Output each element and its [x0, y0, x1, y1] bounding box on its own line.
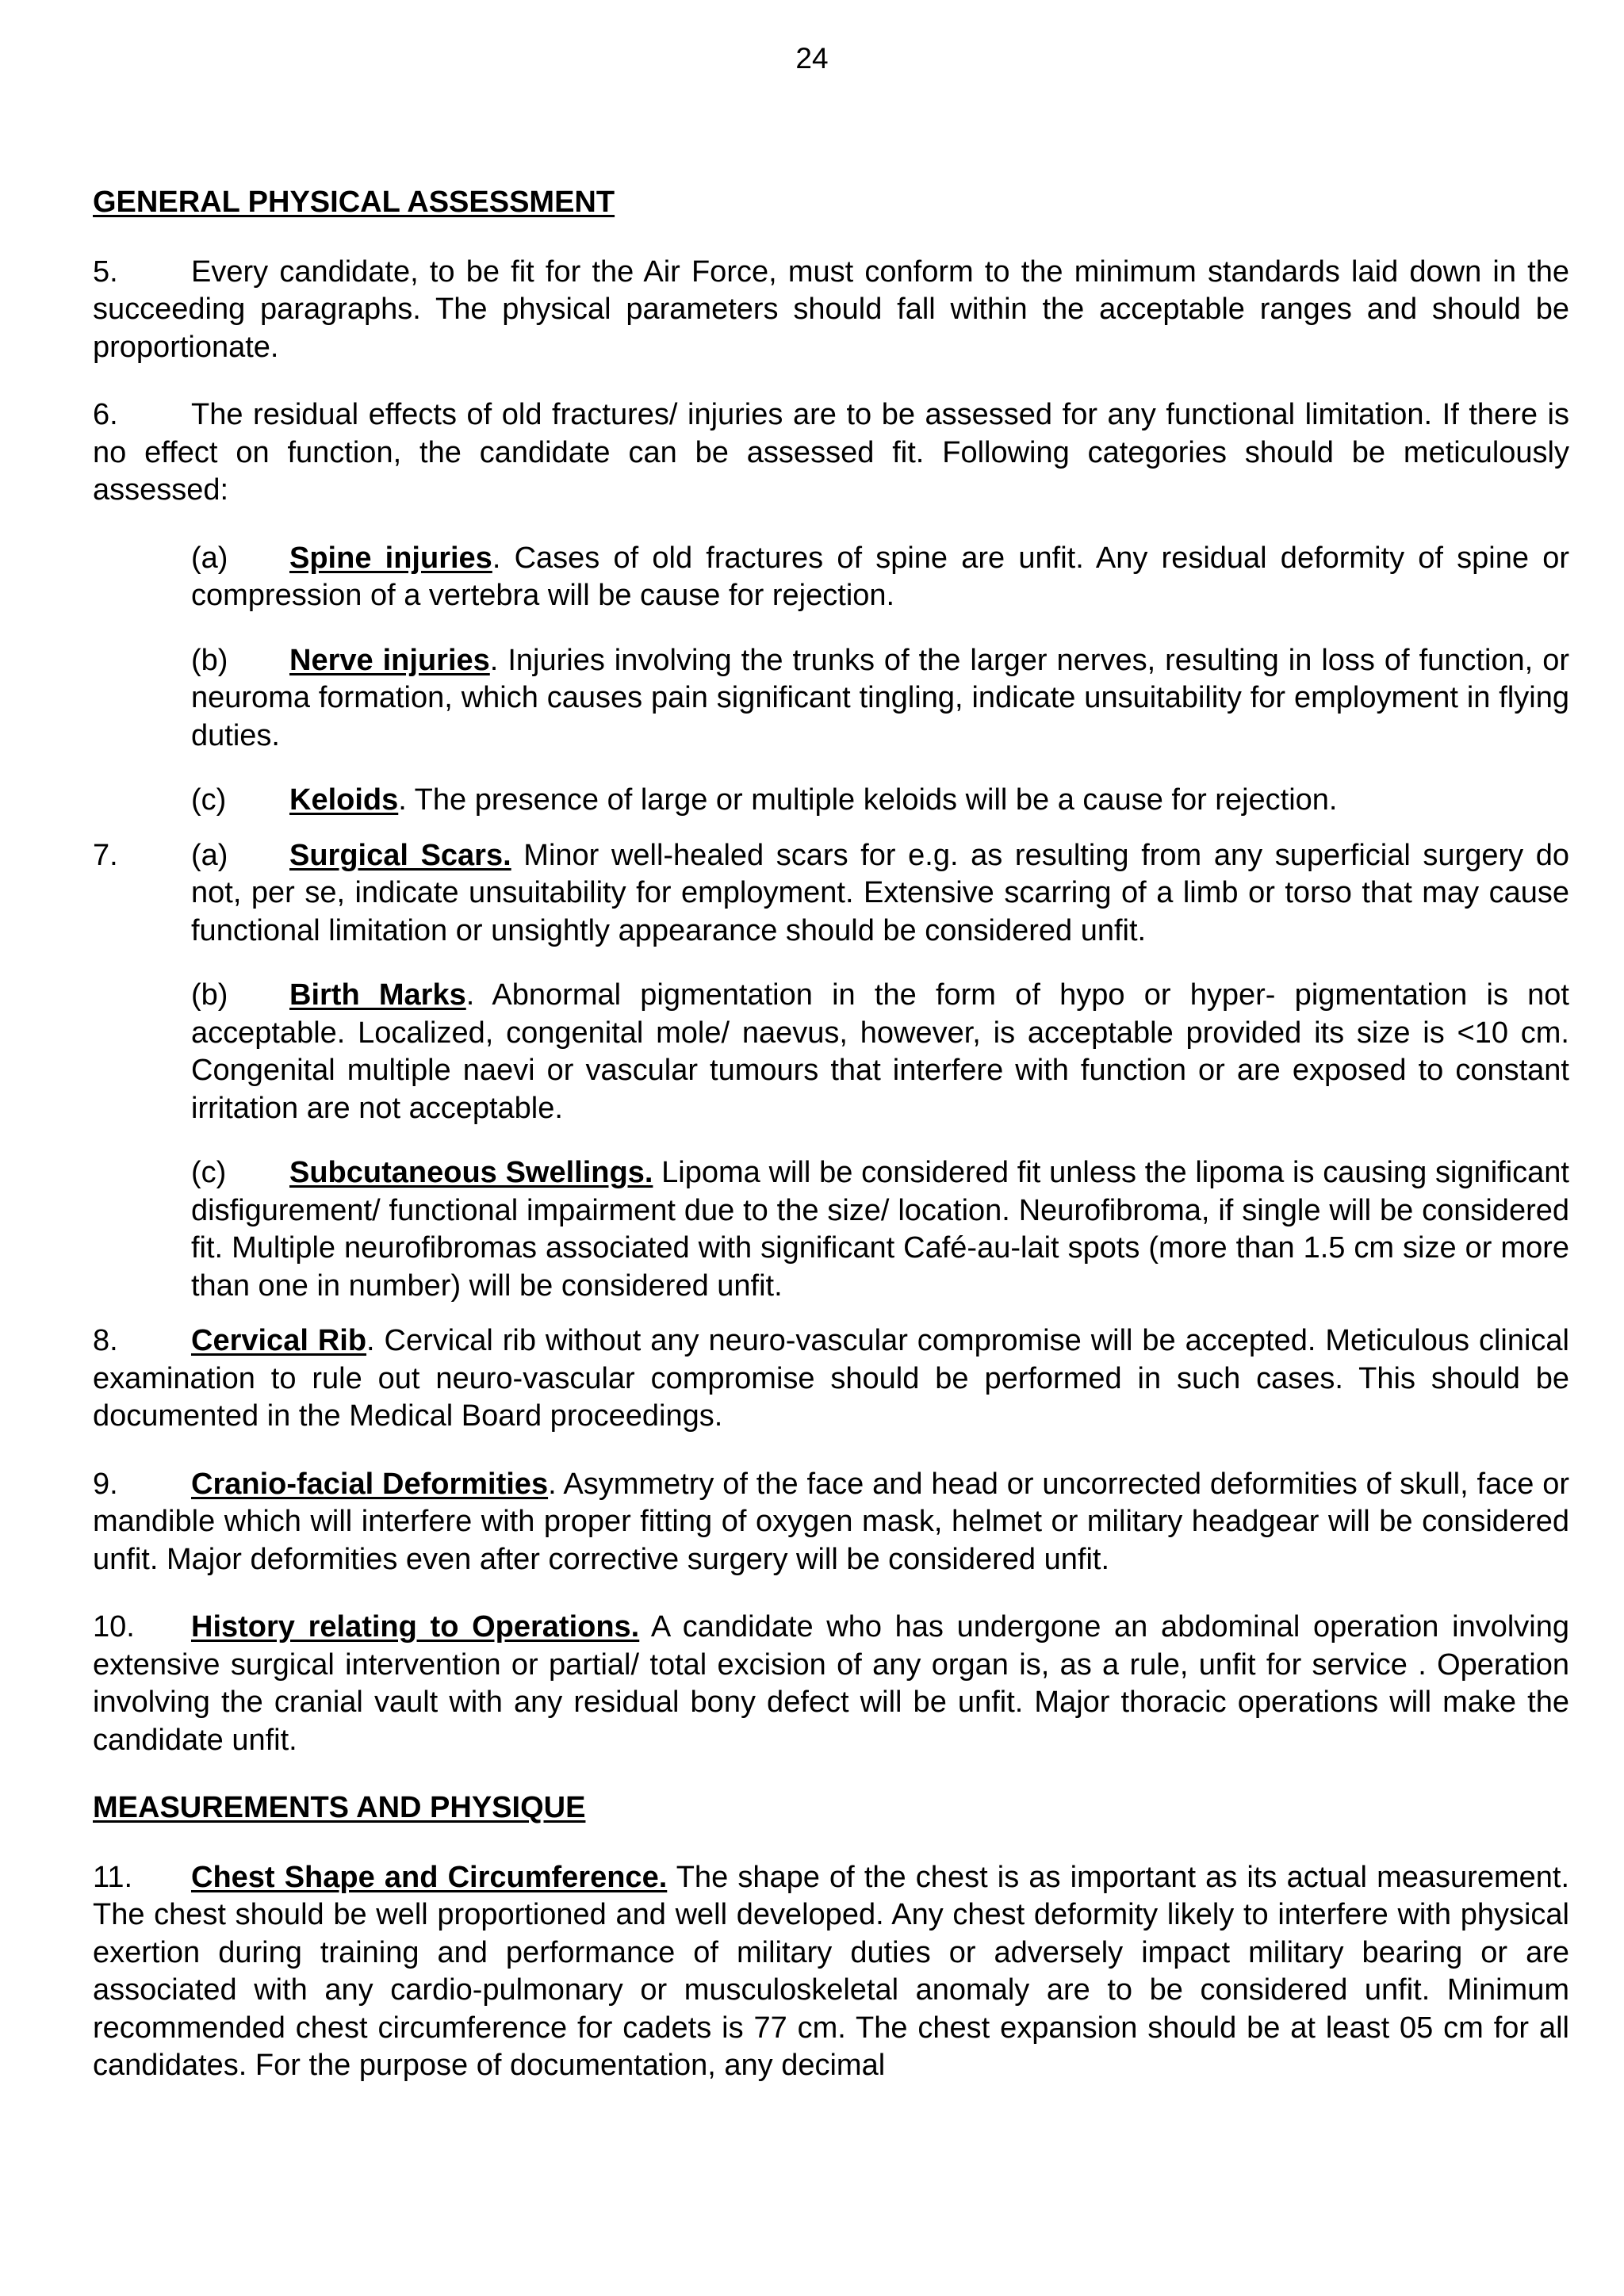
subparagraph-6a [191, 540, 1569, 615]
subparagraph-label: (c) [191, 1156, 227, 1189]
subparagraph-6c [191, 782, 1569, 820]
paragraph-5 [93, 254, 1569, 367]
paragraph-title: Cranio-facial Deformities [191, 1467, 549, 1501]
subparagraph-title: Birth Marks [289, 978, 466, 1012]
paragraph-11 [93, 1859, 1569, 2085]
subparagraph-text: . Abnormal pigmentation in the form of hypo or hyper- pigmentation is not acceptable. Localized, congenital mole/ naevus, however, is acceptable provided its size is <10 cm. Congenital multiple naevi or vascular tumours that interfere with function or are exposed to constant irritation are not acceptable. [191, 978, 1569, 1125]
subparagraph-6b [191, 642, 1569, 756]
subparagraph-label: (b) [191, 978, 228, 1012]
subparagraph-label: (c) [191, 783, 227, 817]
paragraph-text: . Asymmetry of the face and head or uncorrected deformities of skull, face or mandible which will interfere with proper fitting of oxygen mask, helmet or military headgear will be considered unfit. Major deformities even after corrective surgery will be considered unfit. [93, 1467, 1569, 1576]
paragraph-9 [93, 1466, 1569, 1579]
paragraph-number: 11. [93, 1860, 133, 1894]
paragraph-10 [93, 1609, 1569, 1759]
paragraph-title: Cervical Rib [191, 1324, 367, 1357]
subparagraph-text: Lipoma will be considered fit unless the lipoma is causing significant disfigurement/ functional impairment due to the size/ location. Neurofibroma, if single will be considered fit. Multiple neurofibromas associated with significant Café-au-lait spots (more than 1.5 cm size or more than one in number) will be considered unfit. [191, 1156, 1569, 1303]
subparagraph-label: (a) [191, 541, 228, 575]
subparagraph-text: . The presence of large or multiple keloids will be a cause for rejection. [398, 783, 1338, 817]
paragraph-text: Every candidate, to be fit for the Air Force, must conform to the minimum standards laid down in the succeeding paragraphs. The physical parameters should fall within the acceptable ranges and should be proportionate. [93, 254, 1569, 364]
paragraph-6 [93, 396, 1569, 510]
subparagraph-label: (a) [191, 838, 228, 872]
section-heading-measurements-and-physique: MEASUREMENTS AND PHYSIQUE [93, 1791, 586, 1824]
subparagraph-title: Surgical Scars. [289, 838, 511, 872]
paragraph-8 [93, 1322, 1569, 1436]
paragraph-text: The shape of the chest is as important as its actual measurement. The chest should be well proportioned and well developed. Any chest deformity likely to interfere with physical exertion during training and performance of military duties or adversely impact military bearing or are associated with any cardio-pulmonary or musculoskeletal anomaly are to be considered unfit. Minimum recommended chest circumference for cadets is 77 cm. The chest expansion should be at least 05 cm for all candidates. For the purpose of documentation, any decimal [93, 1860, 1569, 2082]
subparagraph-title: Keloids [289, 783, 399, 817]
subparagraph-text: . Cases of old fractures of spine are unfit. Any residual deformity of spine or compression of a vertebra will be cause for rejection. [191, 541, 1569, 612]
paragraph-text: . Cervical rib without any neuro-vascular compromise will be accepted. Meticulous clinical examination to rule out neuro-vascular compromise should be performed in such cases. This should be documented in the Medical Board proceedings. [93, 1324, 1569, 1433]
subparagraph-title: Nerve injuries [289, 643, 490, 677]
subparagraph-label: (b) [191, 643, 228, 677]
subparagraph-text: . Injuries involving the trunks of the larger nerves, resulting in loss of function, or neuroma formation, which causes pain significant tingling, indicate unsuitability for employment in flying duties. [191, 643, 1570, 752]
subparagraph-title: Subcutaneous Swellings. [289, 1156, 653, 1189]
paragraph-number: 6. [93, 398, 118, 431]
paragraph-number: 7. [93, 838, 118, 872]
subparagraph-7b [191, 977, 1569, 1127]
subparagraph-7a [93, 837, 1570, 951]
paragraph-title: Chest Shape and Circumference. [191, 1860, 668, 1894]
section-heading-general-physical-assessment: GENERAL PHYSICAL ASSESSMENT [93, 186, 615, 219]
paragraph-number: 5. [93, 254, 118, 289]
subparagraph-text: Minor well-healed scars for e.g. as resulting from any superficial surgery do not, per se, indicate unsuitability for employment. Extensive scarring of a limb or torso that may cause functional limitation or unsightly appearance should be considered unfit. [191, 838, 1570, 947]
paragraph-number: 10. [93, 1610, 135, 1644]
page-number: 24 [795, 42, 829, 75]
subparagraph-title: Spine injuries [289, 541, 492, 575]
paragraph-text: A candidate who has undergone an abdominal operation involving extensive surgical intervention or partial/ total excision of any organ is, as a rule, unfit for service . Operation involving the cranial vault with any residual bony defect will be unfit. Major thoracic operations will make the candidate unfit. [93, 1610, 1569, 1757]
subparagraph-7c [191, 1154, 1569, 1305]
paragraph-text: The residual effects of old fractures/ injuries are to be assessed for any functional limitation. If there is no effect on function, the candidate can be assessed fit. Following categories should be meticulously assessed: [93, 398, 1569, 507]
paragraph-title: History relating to Operations. [191, 1610, 640, 1644]
paragraph-number: 9. [93, 1467, 118, 1501]
document-body [93, 184, 1569, 2121]
paragraph-number: 8. [93, 1324, 118, 1357]
